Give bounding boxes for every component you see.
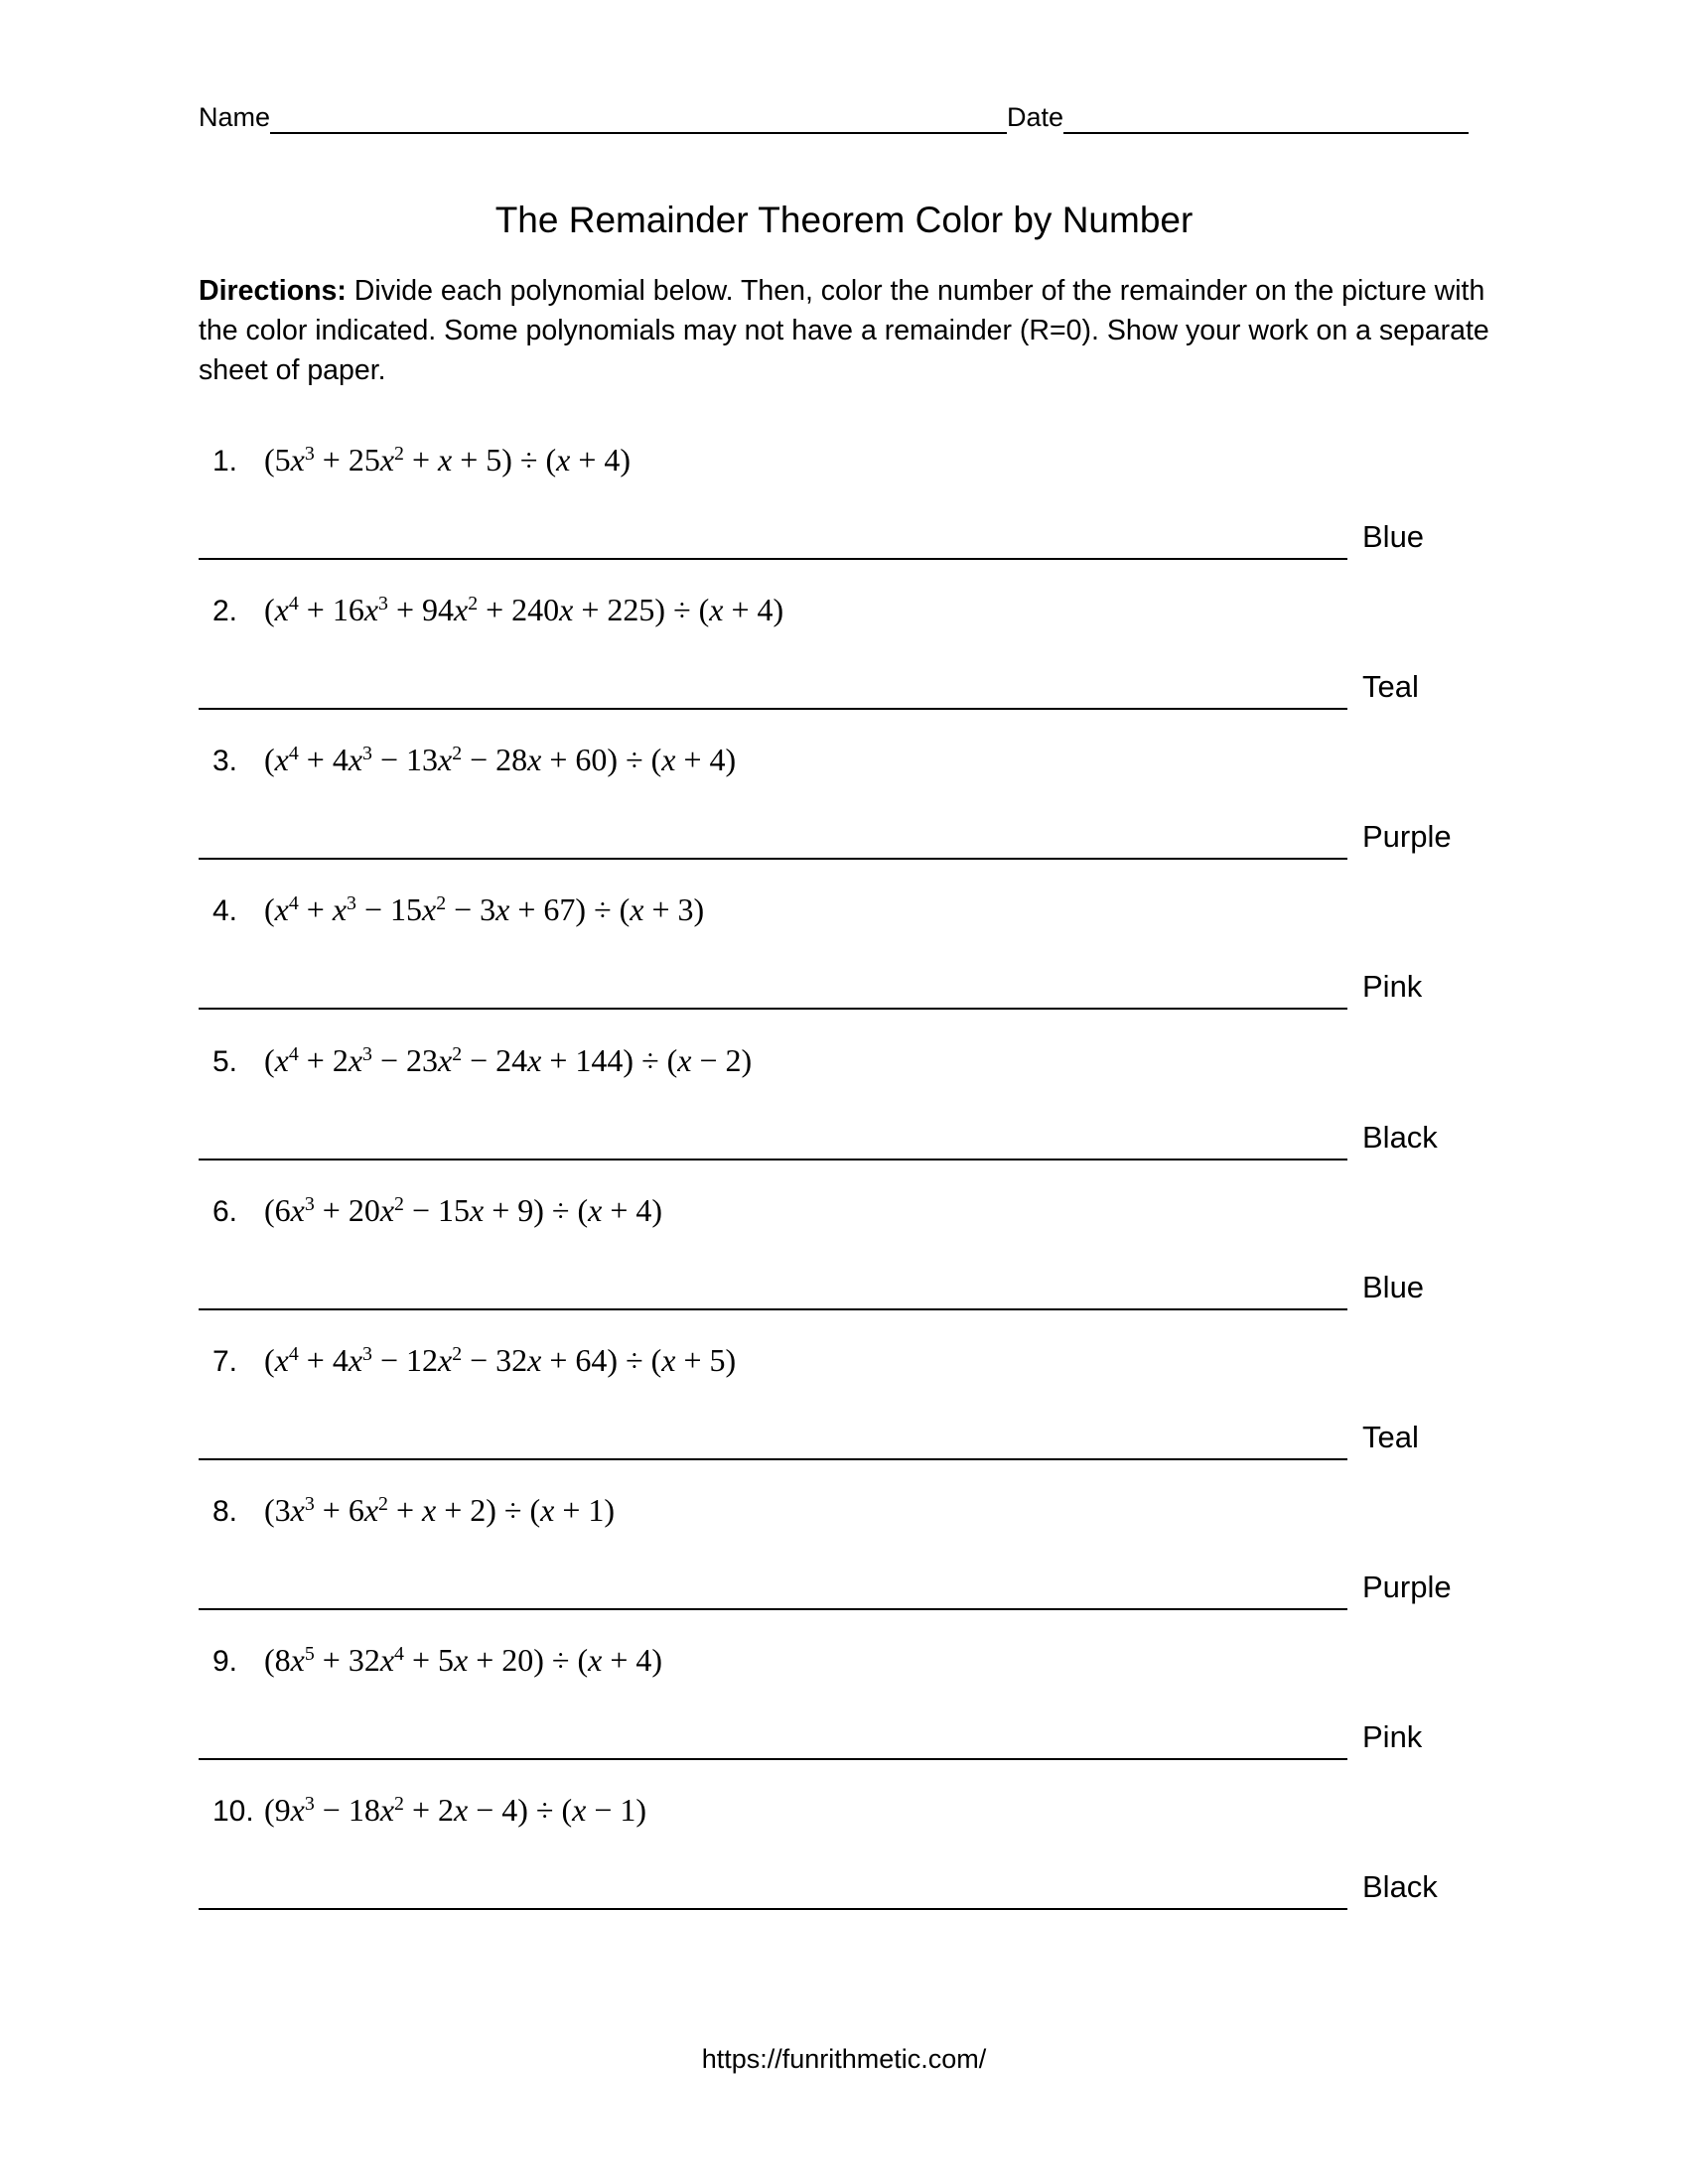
polynomial-division: $(x^4 + 16x^3 + 94x^2 + 240x + 225) \div (x + 4)$ xyxy=(264,592,784,627)
problem-8 xyxy=(199,1490,1489,1641)
color-label: Purple xyxy=(1362,819,1452,854)
color-label: Pink xyxy=(1362,969,1423,1004)
polynomial-division: $(x^4 + 4x^3 - 13x^2 - 28x + 60) \div (x + 4)$ xyxy=(264,742,737,777)
problem-expression xyxy=(212,1490,615,1532)
polynomial-division: $(x^4 + 2x^3 - 23x^2 - 24x + 144) \div (x - 2)$ xyxy=(264,1042,753,1078)
polynomial-division: $(8x^5 + 32x^4 + 5x + 20) \div (x + 4)$ xyxy=(264,1642,663,1678)
problem-1 xyxy=(199,440,1489,591)
answer-line[interactable] xyxy=(199,708,1347,710)
directions xyxy=(199,271,1489,390)
problem-10 xyxy=(199,1790,1489,1941)
directions-label: Directions: xyxy=(199,275,347,307)
problem-expression xyxy=(212,740,736,781)
color-label: Pink xyxy=(1362,1719,1423,1754)
answer-line[interactable] xyxy=(199,1908,1347,1910)
problem-expression xyxy=(212,1640,662,1682)
problem-number: 8. xyxy=(212,1495,238,1528)
color-label: Teal xyxy=(1362,669,1419,704)
problem-9 xyxy=(199,1640,1489,1791)
problem-expression xyxy=(212,1340,736,1382)
name-field[interactable] xyxy=(270,102,1007,134)
answer-line[interactable] xyxy=(199,1008,1347,1010)
problem-number: 3. xyxy=(212,745,238,777)
color-label: Black xyxy=(1362,1869,1438,1904)
color-label: Blue xyxy=(1362,519,1425,554)
problem-3 xyxy=(199,740,1489,890)
answer-line[interactable] xyxy=(199,1458,1347,1460)
problem-number: 2. xyxy=(212,595,238,627)
problem-number: 1. xyxy=(212,445,238,478)
problem-number: 4. xyxy=(212,894,238,927)
answer-line[interactable] xyxy=(199,858,1347,860)
answer-line[interactable] xyxy=(199,1159,1347,1160)
date-field[interactable] xyxy=(1063,102,1469,134)
problem-number: 9. xyxy=(212,1645,238,1678)
answer-line[interactable] xyxy=(199,1608,1347,1610)
polynomial-division: $(x^4 + 4x^3 - 12x^2 - 32x + 64) \div (x + 5)$ xyxy=(264,1342,737,1378)
problem-expression xyxy=(212,1790,646,1832)
problem-4 xyxy=(199,889,1489,1040)
name-date-row xyxy=(199,100,1469,134)
problem-expression xyxy=(212,590,783,631)
problem-number: 7. xyxy=(212,1345,238,1378)
problem-2 xyxy=(199,590,1489,741)
polynomial-division: $(9x^3 - 18x^2 + 2x - 4) \div (x - 1)$ xyxy=(264,1792,647,1828)
answer-line[interactable] xyxy=(199,1308,1347,1310)
problem-5 xyxy=(199,1040,1489,1191)
polynomial-division: $(5x^3 + 25x^2 + x + 5) \div (x + 4)$ xyxy=(264,442,632,478)
problem-expression xyxy=(212,889,704,931)
color-label: Black xyxy=(1362,1120,1438,1155)
polynomial-division: $(6x^3 + 20x^2 - 15x + 9) \div (x + 4)$ xyxy=(264,1192,663,1228)
color-label: Teal xyxy=(1362,1420,1419,1454)
answer-line[interactable] xyxy=(199,1758,1347,1760)
polynomial-division: $(3x^3 + 6x^2 + x + 2) \div (x + 1)$ xyxy=(264,1492,616,1528)
problem-number: 6. xyxy=(212,1195,238,1228)
problem-number: 5. xyxy=(212,1045,238,1078)
problem-6 xyxy=(199,1190,1489,1341)
problem-7 xyxy=(199,1340,1489,1491)
directions-text: Divide each polynomial below. Then, color the number of the remainder on the picture with the color indicated. Some polynomials may not have a remainder (R=0). Show your work on a separate sheet of paper. xyxy=(199,275,1489,386)
name-label: Name xyxy=(199,102,271,132)
problem-expression xyxy=(212,1040,752,1082)
color-label: Blue xyxy=(1362,1270,1425,1304)
problem-expression xyxy=(212,440,631,481)
polynomial-division: $(x^4 + x^3 - 15x^2 - 3x + 67) \div (x + 3)$ xyxy=(264,891,705,927)
date-label: Date xyxy=(1007,102,1064,132)
problem-expression xyxy=(212,1190,662,1232)
footer-url: https://funrithmetic.com/ xyxy=(701,2044,987,2074)
color-label: Purple xyxy=(1362,1570,1452,1604)
page-title: The Remainder Theorem Color by Number xyxy=(494,200,1194,240)
problem-number: 10. xyxy=(212,1795,254,1828)
answer-line[interactable] xyxy=(199,558,1347,560)
